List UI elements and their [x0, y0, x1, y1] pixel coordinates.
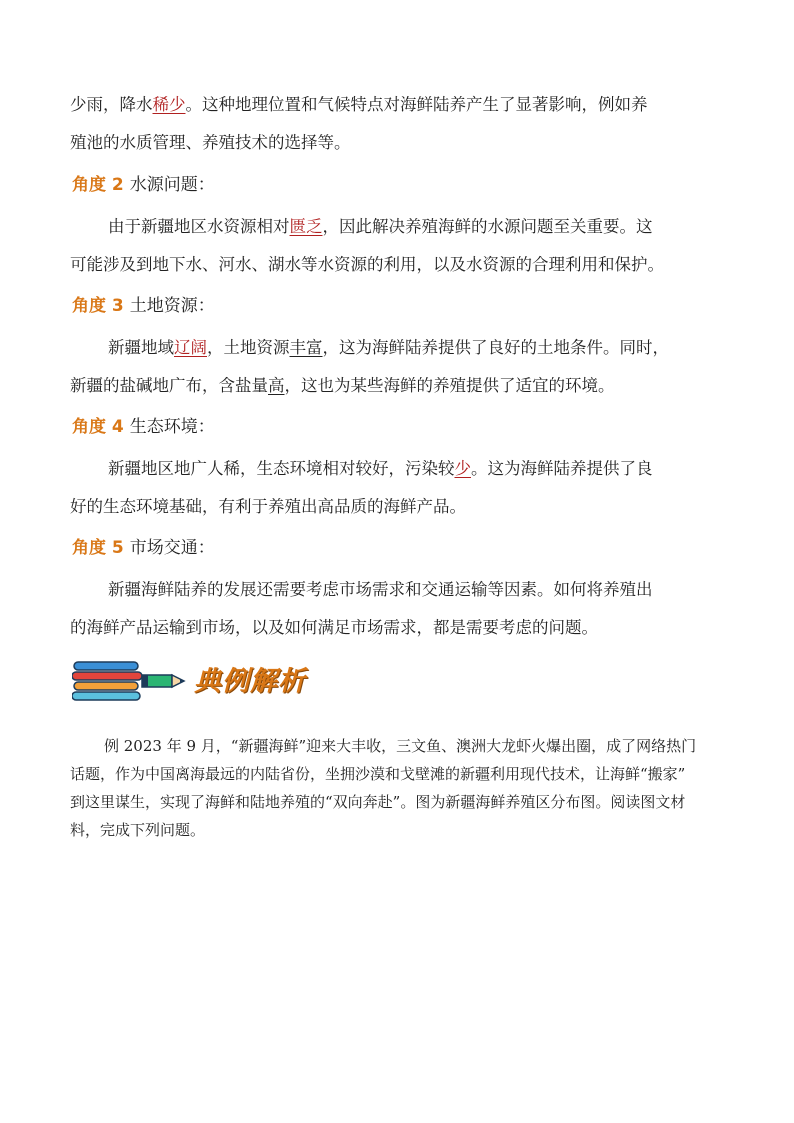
paragraph-line: 可能涉及到地下水、河水、湖水等水资源的利用，以及水资源的合理利用和保护。 [70, 255, 664, 274]
section-title: 生态环境： [129, 417, 215, 437]
section-tag: 角度 3 [72, 296, 124, 316]
paragraph-line: 由于新疆地区水资源相对匮乏，因此解决养殖海鲜的水源问题至关重要。这 [108, 217, 653, 236]
section-title: 土地资源： [129, 296, 215, 316]
example-line: 话题，作为中国离海最远的内陆省份，坐拥沙漠和戈壁滩的新疆利用现代技术，让海鲜“搬家” [70, 765, 686, 783]
paragraph-line: 的海鲜产品运输到市场，以及如何满足市场需求，都是需要考虑的问题。 [70, 618, 598, 637]
underlined-word: 高 [268, 376, 285, 395]
underlined-word: 少 [454, 459, 471, 478]
paragraph-line: 殖池的水质管理、养殖技术的选择等。 [70, 133, 351, 152]
banner-title: 典例解析 [194, 666, 306, 697]
section-heading [72, 172, 215, 198]
paragraph-line: 少雨，降水稀少。这种地理位置和气候特点对海鲜陆养产生了显著影响，例如养 [70, 95, 648, 114]
section-heading [72, 535, 215, 561]
example-line: 料，完成下列问题。 [70, 821, 206, 839]
example-line: 例 2023 年 9 月，“新疆海鲜”迎来大丰收，三文鱼、澳洲大龙虾火爆出圈，成了网络热门 [104, 737, 697, 755]
section-tag: 角度 5 [72, 538, 124, 558]
section-title: 市场交通： [129, 538, 215, 558]
example-banner [72, 660, 332, 704]
paragraph-line: 新疆的盐碱地广布，含盐量高，这也为某些海鲜的养殖提供了适宜的环境。 [70, 376, 615, 395]
underlined-word: 辽阔 [174, 338, 207, 357]
example-line: 到这里谋生，实现了海鲜和陆地养殖的“双向奔赴”。图为新疆海鲜养殖区分布图。阅读图文材 [70, 793, 686, 811]
section-tag: 角度 2 [72, 175, 124, 195]
section-heading [72, 293, 215, 319]
paragraph-line: 新疆地区地广人稀，生态环境相对较好，污染较少。这为海鲜陆养提供了良 [108, 459, 653, 478]
section-tag: 角度 4 [72, 417, 124, 437]
paragraph-line: 好的生态环境基础，有利于养殖出高品质的海鲜产品。 [70, 497, 466, 516]
underlined-word: 匮乏 [289, 217, 323, 236]
section-heading [72, 414, 215, 440]
paragraph-line: 新疆海鲜陆养的发展还需要考虑市场需求和交通运输等因素。如何将养殖出 [108, 580, 653, 599]
paragraph-line: 新疆地域辽阔，土地资源丰富，这为海鲜陆养提供了良好的土地条件。同时， [108, 338, 669, 357]
books-and-pencil-icon [72, 660, 187, 704]
underlined-word: 稀少 [152, 95, 186, 114]
underlined-word: 丰富 [289, 338, 323, 357]
section-title: 水源问题： [129, 175, 215, 195]
